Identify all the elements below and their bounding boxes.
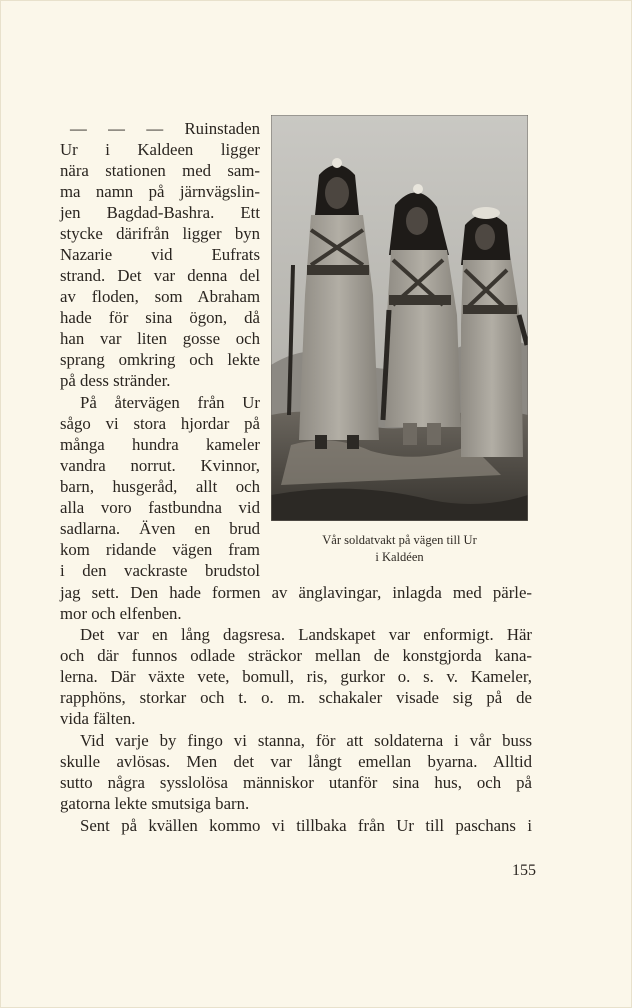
text-line-beside-2: Ur i Kaldeen ligger bbox=[60, 140, 260, 159]
text-line-beside-16: många hundra kameler bbox=[60, 435, 260, 454]
text-line-full-2: mor och elfenben. bbox=[60, 604, 182, 623]
text-line-beside-13: på dess stränder. bbox=[60, 371, 171, 390]
text-line-beside-20: sadlarna. Även en brud bbox=[60, 519, 260, 538]
text-line-beside-1: — — — Ruinstaden bbox=[70, 119, 260, 138]
text-line-beside-21: kom ridande vägen fram bbox=[60, 540, 260, 559]
text-line-full-7: vida fälten. bbox=[60, 709, 136, 728]
text-line-full-9: skulle avlösas. Men det var långt emellan byarna. Alltid bbox=[60, 752, 532, 771]
text-line-beside-4: ma namn på järnvägslin- bbox=[60, 182, 260, 201]
text-line-full-3: Det var en lång dagsresa. Landskapet var enformigt. Här bbox=[80, 625, 532, 644]
soldiers-photo bbox=[271, 115, 528, 521]
text-line-full-4: och där funnos odlade sträckor mellan de konstgjorda kana- bbox=[60, 646, 532, 665]
text-line-beside-5: jen Bagdad-Bashra. Ett bbox=[60, 203, 260, 222]
text-line-beside-18: barn, husgeråd, allt och bbox=[60, 477, 260, 496]
text-line-full-11: gatorna lekte smutsiga barn. bbox=[60, 794, 250, 813]
text-line-full-10: sutto några sysslolösa människor utanför sina hus, och på bbox=[60, 773, 532, 792]
text-line-beside-14: På återvägen från Ur bbox=[80, 393, 260, 412]
text-line-beside-11: han var liten gosse och bbox=[60, 329, 260, 348]
text-line-beside-9: av floden, som Abraham bbox=[60, 287, 260, 306]
text-line-beside-19: alla voro fastbundna vid bbox=[60, 498, 260, 517]
page-number: 155 bbox=[512, 862, 536, 879]
text-line-beside-7: Nazarie vid Eufrats bbox=[60, 245, 260, 264]
text-line-beside-8: strand. Det var denna del bbox=[60, 266, 260, 285]
text-line-beside-17: vandra norrut. Kvinnor, bbox=[60, 456, 260, 475]
text-line-full-1: jag sett. Den hade formen av änglavingar, inlagda med pärle- bbox=[60, 583, 532, 602]
text-line-beside-3: nära stationen med sam- bbox=[60, 161, 260, 180]
text-line-beside-12: sprang omkring och lekte bbox=[60, 350, 260, 369]
caption-line-1: Vår soldatvakt på vägen till Ur bbox=[322, 533, 477, 547]
text-line-beside-10: hade för sina ögon, då bbox=[60, 308, 260, 327]
text-line-full-12: Sent på kvällen kommo vi tillbaka från Ur till paschans i bbox=[80, 816, 532, 835]
text-line-full-6: rapphöns, storkar och t. o. m. schakaler visade sig på de bbox=[60, 688, 532, 707]
text-line-full-8: Vid varje by fingo vi stanna, för att soldaterna i vår buss bbox=[80, 731, 532, 750]
photo-caption bbox=[271, 532, 528, 566]
text-line-beside-6: stycke därifrån ligger byn bbox=[60, 224, 260, 243]
text-line-full-5: lerna. Där växte vete, bomull, ris, gurkor o. s. v. Kameler, bbox=[60, 667, 532, 686]
caption-line-2: i Kaldéen bbox=[375, 550, 424, 564]
text-line-beside-15: sågo vi stora hjordar på bbox=[60, 414, 260, 433]
text-line-beside-22: i den vackraste brudstol bbox=[60, 561, 260, 580]
